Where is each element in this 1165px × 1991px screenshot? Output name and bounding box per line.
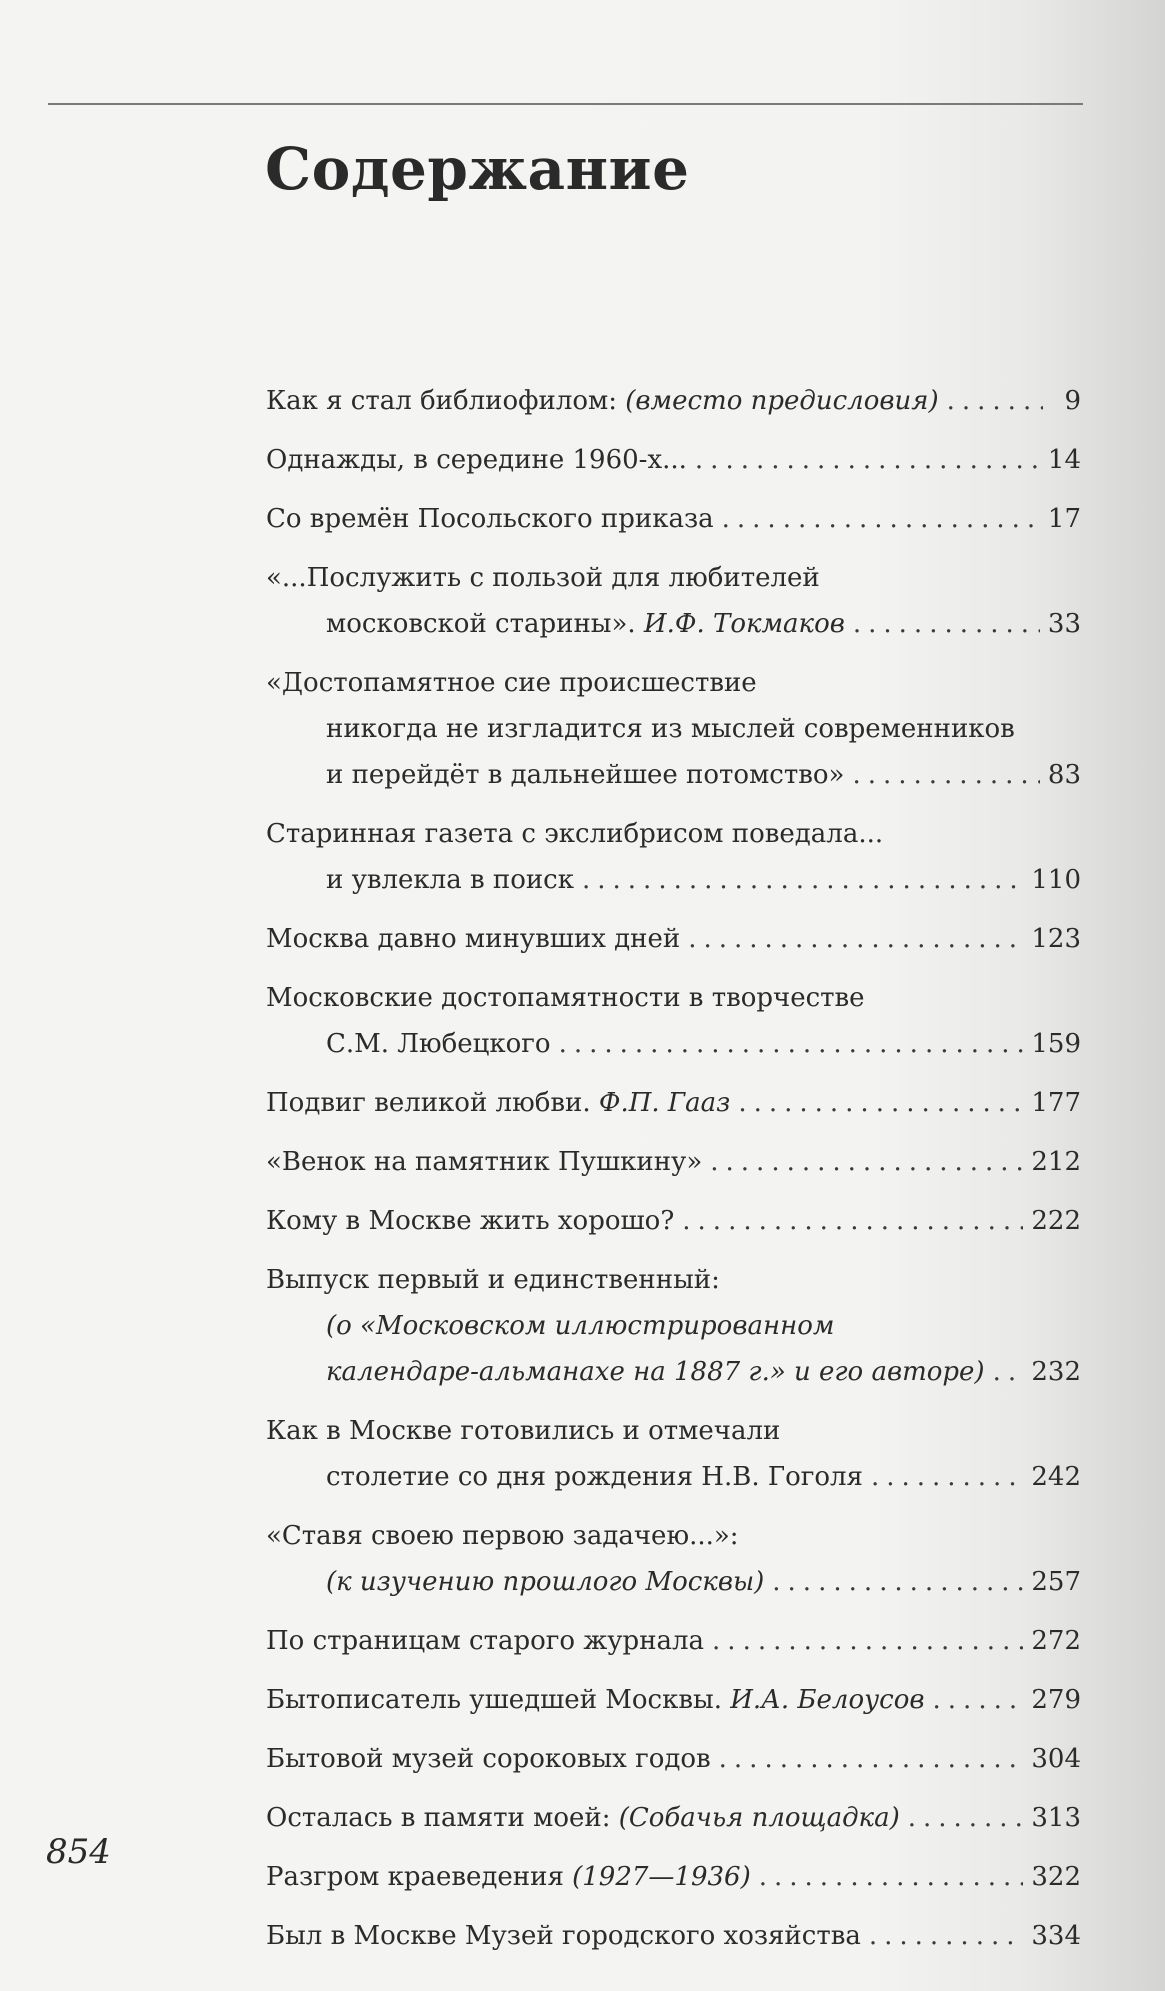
toc-title-italic: (о «Московском иллюстрированном	[326, 1311, 835, 1341]
toc-title-text: Как я стал библиофилом:	[266, 386, 626, 416]
page-title: Содержание	[265, 135, 690, 203]
toc-entry-title	[266, 1795, 900, 1841]
toc-entry-line	[266, 1913, 1081, 1959]
toc-entry	[266, 1677, 1081, 1723]
toc-title-text: Как в Москве готовились и отмечали	[266, 1416, 781, 1446]
toc-entry-title	[266, 1513, 739, 1559]
toc-entry-title	[266, 496, 714, 542]
toc-page-number: 279	[1031, 1685, 1081, 1715]
toc-entry-title	[326, 706, 1015, 752]
toc-entry	[266, 1513, 1081, 1605]
toc-entry-line	[266, 660, 1081, 706]
dot-leader	[712, 1618, 1023, 1664]
toc-entry-title	[266, 811, 883, 857]
toc-title-text: Кому в Москве жить хорошо?	[266, 1206, 675, 1236]
toc-page-number: 232	[1031, 1357, 1081, 1387]
dot-leader	[695, 437, 1040, 483]
toc-title-text: Выпуск первый и единственный:	[266, 1265, 720, 1295]
toc-page-number: 83	[1047, 760, 1081, 790]
toc-page-number: 334	[1031, 1921, 1081, 1951]
toc-entry	[266, 975, 1081, 1067]
toc-entry	[266, 1854, 1081, 1900]
toc-page-number: 313	[1031, 1803, 1081, 1833]
toc-entry-line	[266, 555, 1081, 601]
dot-leader	[853, 601, 1040, 647]
toc-title-text: По страницам старого журнала	[266, 1626, 705, 1656]
toc-title-text: никогда не изгладится из мыслей современников	[326, 714, 1015, 744]
toc-entry	[266, 811, 1081, 903]
toc-entry	[266, 1913, 1081, 1959]
toc-entry-title	[266, 975, 865, 1021]
toc-entry-line	[266, 378, 1081, 424]
dot-leader	[871, 1454, 1023, 1500]
dot-leader	[852, 752, 1039, 798]
toc-page-number: 14	[1047, 445, 1081, 475]
dot-leader	[710, 1139, 1023, 1185]
toc-entry	[266, 437, 1081, 483]
dot-leader	[582, 857, 1023, 903]
toc-entry-title	[266, 660, 757, 706]
toc-entry-line	[266, 706, 1081, 752]
dot-leader	[719, 1736, 1024, 1782]
toc-entry-title	[326, 601, 845, 647]
toc-entry-line	[266, 857, 1081, 903]
toc-entry-line	[266, 1854, 1081, 1900]
toc-entry-line	[266, 1303, 1081, 1349]
toc-title-text: Со времён Посольского приказа	[266, 504, 714, 534]
dot-leader	[722, 496, 1040, 542]
toc-entry	[266, 660, 1081, 798]
toc-entry	[266, 496, 1081, 542]
toc-entry-title	[326, 752, 844, 798]
toc-entry-title	[326, 1303, 834, 1349]
toc-title-text: «...Послужить с пользой для любителей	[266, 563, 820, 593]
toc-entry-title	[266, 555, 820, 601]
toc-entry-line	[266, 1736, 1081, 1782]
dot-leader	[738, 1080, 1023, 1126]
toc-title-text: Московские достопамятности в творчестве	[266, 983, 865, 1013]
dot-leader	[869, 1913, 1024, 1959]
toc-entry	[266, 1408, 1081, 1500]
toc-entry	[266, 555, 1081, 647]
toc-entry-title	[266, 1736, 711, 1782]
toc-entry-title	[266, 1408, 780, 1454]
toc-entry-title	[326, 1349, 985, 1395]
dot-leader	[947, 378, 1043, 424]
toc-page-number: 177	[1031, 1088, 1081, 1118]
toc-page-number: 322	[1031, 1862, 1081, 1892]
toc-title-text: Был в Москве Музей городского хозяйства	[266, 1921, 861, 1951]
header-rule	[48, 103, 1083, 105]
toc-title-text: «Венок на памятник Пушкину»	[266, 1147, 703, 1177]
toc-entry-title	[266, 1139, 702, 1185]
toc-page-number: 110	[1031, 865, 1081, 895]
toc-entry	[266, 916, 1081, 962]
toc-entry-title	[326, 1454, 863, 1500]
toc-title-italic: Ф.П. Гааз	[598, 1088, 731, 1118]
page-number: 854	[46, 1832, 111, 1872]
toc-title-italic: (1927—1936)	[572, 1862, 751, 1892]
toc-page-number: 9	[1064, 386, 1081, 416]
toc-entry-line	[266, 1795, 1081, 1841]
toc-entry-title	[266, 1618, 704, 1664]
table-of-contents	[266, 378, 1081, 1972]
toc-title-text: Бытовой музей сороковых годов	[266, 1744, 711, 1774]
toc-entry	[266, 1736, 1081, 1782]
toc-entry	[266, 1257, 1081, 1395]
toc-page-number: 123	[1031, 924, 1081, 954]
toc-entry-line	[266, 916, 1081, 962]
toc-entry-line	[266, 1513, 1081, 1559]
toc-entry-title	[266, 1257, 720, 1303]
toc-page-number: 33	[1047, 609, 1081, 639]
toc-title-text: Старинная газета с экслибрисом поведала...	[266, 819, 884, 849]
toc-entry-title	[266, 437, 687, 483]
toc-title-text: московской старины».	[326, 609, 644, 639]
toc-entry-title	[266, 1677, 925, 1723]
toc-title-text: Однажды, в середине 1960-х...	[266, 445, 687, 475]
dot-leader	[772, 1559, 1023, 1605]
toc-title-italic: календаре-альманахе на 1887 г.» и его авторе)	[326, 1357, 985, 1387]
toc-entry-line	[266, 1021, 1081, 1067]
toc-title-text: Разгром краеведения	[266, 1862, 573, 1892]
toc-title-text: и увлекла в поиск	[326, 865, 574, 895]
toc-entry-title	[326, 1021, 551, 1067]
toc-entry-line	[266, 752, 1081, 798]
toc-page-number: 212	[1031, 1147, 1081, 1177]
dot-leader	[682, 1198, 1023, 1244]
toc-page-number: 257	[1031, 1567, 1081, 1597]
toc-entry-line	[266, 1080, 1081, 1126]
toc-title-italic: (вместо предисловия)	[625, 386, 939, 416]
toc-entry-line	[266, 1198, 1081, 1244]
toc-entry-line	[266, 975, 1081, 1021]
toc-title-text: Москва давно минувших дней	[266, 924, 681, 954]
toc-entry-line	[266, 1139, 1081, 1185]
toc-title-italic: И.Ф. Токмаков	[643, 609, 845, 639]
toc-page-number: 242	[1031, 1462, 1081, 1492]
toc-entry-title	[266, 378, 939, 424]
toc-entry	[266, 1080, 1081, 1126]
toc-entry	[266, 1795, 1081, 1841]
toc-title-text: «Ставя своею первою задачею...»:	[266, 1521, 739, 1551]
toc-entry	[266, 1139, 1081, 1185]
toc-entry-line	[266, 1559, 1081, 1605]
dot-leader	[908, 1795, 1024, 1841]
toc-entry-line	[266, 1349, 1081, 1395]
toc-entry-title	[266, 1198, 674, 1244]
toc-title-italic: И.А. Белоусов	[730, 1685, 925, 1715]
toc-entry-title	[266, 1854, 751, 1900]
toc-title-text: Бытописатель ушедшей Москвы.	[266, 1685, 731, 1715]
dot-leader	[933, 1677, 1024, 1723]
toc-entry-line	[266, 1618, 1081, 1664]
dot-leader	[993, 1349, 1024, 1395]
toc-title-text: С.М. Любецкого	[326, 1029, 551, 1059]
dot-leader	[559, 1021, 1024, 1067]
toc-entry-title	[266, 1913, 861, 1959]
toc-entry-line	[266, 437, 1081, 483]
toc-entry-title	[326, 857, 574, 903]
toc-entry	[266, 1198, 1081, 1244]
toc-title-text: столетие со дня рождения Н.В. Гоголя	[326, 1462, 863, 1492]
toc-entry	[266, 1618, 1081, 1664]
toc-entry-line	[266, 811, 1081, 857]
toc-page-number: 222	[1031, 1206, 1081, 1236]
toc-page-number: 304	[1031, 1744, 1081, 1774]
dot-leader	[688, 916, 1023, 962]
toc-title-text: Подвиг великой любви.	[266, 1088, 599, 1118]
toc-entry-line	[266, 1677, 1081, 1723]
toc-entry-title	[266, 916, 680, 962]
toc-entry	[266, 378, 1081, 424]
toc-entry-title	[326, 1559, 764, 1605]
toc-entry-line	[266, 1257, 1081, 1303]
toc-page-number: 272	[1031, 1626, 1081, 1656]
toc-page-number: 159	[1031, 1029, 1081, 1059]
toc-entry-line	[266, 1408, 1081, 1454]
toc-page-number: 17	[1047, 504, 1081, 534]
toc-title-text: и перейдёт в дальнейшее потомство»	[326, 760, 845, 790]
toc-entry-line	[266, 1454, 1081, 1500]
toc-entry-line	[266, 601, 1081, 647]
toc-entry-line	[266, 496, 1081, 542]
toc-title-italic: (Собачья площадка)	[618, 1803, 900, 1833]
toc-title-text: Осталась в памяти моей:	[266, 1803, 619, 1833]
toc-entry-title	[266, 1080, 730, 1126]
toc-title-text: «Достопамятное сие происшествие	[266, 668, 757, 698]
toc-title-italic: (к изучению прошлого Москвы)	[326, 1567, 765, 1597]
dot-leader	[759, 1854, 1024, 1900]
